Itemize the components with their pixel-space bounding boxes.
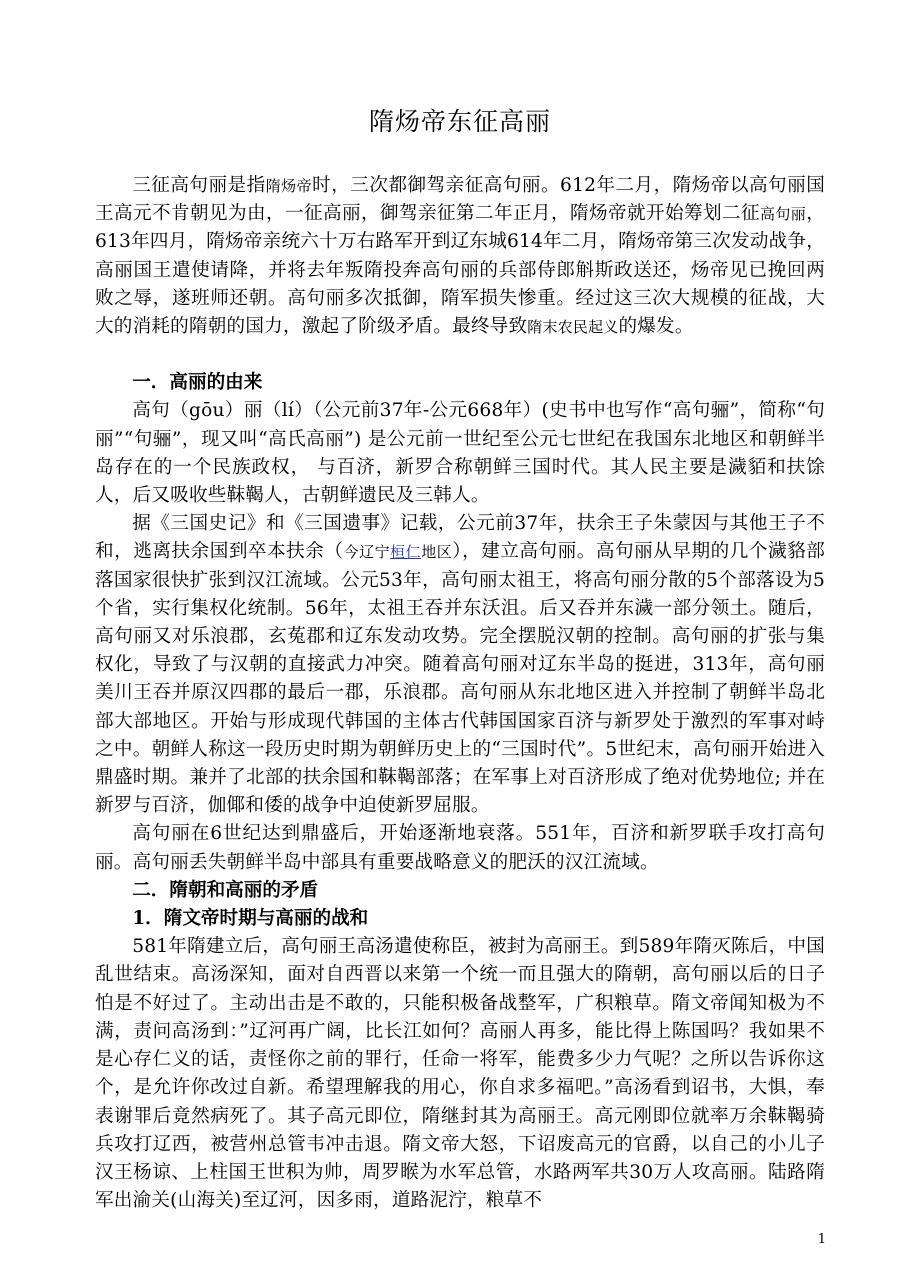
intro-paragraph xyxy=(95,172,825,341)
paragraph: 581年隋建立后，高句丽王高汤遣使称臣，被封为高丽王。到589年隋灭陈后，中国乱世结束。高汤深知，面对自西晋以来第一个统一而且强大的隋朝，高句丽以后的日子怕是不好过了。主动出击是不敢的，只能积极备战整军，广积粮草。隋文帝闻知极为不满，责问高汤到：”辽河再广阔，比长江如何？高丽人再多，能比得上陈国吗？我如果不是心存仁义的话，责怪你之前的罪行，任命一将军，能费多少力气呢？之所以告诉你这个，是允许你改过自新。希望理解我的用心，你自求多福吧。”高汤看到诏书，大惧，奉表谢罪后竟然病死了。其子高元即位，隋继封其为高丽王。高元刚即位就率万余靺鞨骑兵攻打辽西，被营州总管韦冲击退。隋文帝大怒，下诏废高元的官爵，以自己的小儿子汉王杨谅、上柱国王世积为帅，周罗睺为水军总管，水路两军共30万人攻高丽。陆路隋军出渝关(山海关)至辽河，因多雨，道路泥泞，粮草不 xyxy=(95,936,825,1212)
text-run: 地区 xyxy=(421,543,453,562)
section-heading: 二．隋朝和高丽的矛盾 xyxy=(132,879,319,901)
paragraph: 高句丽在6世纪达到鼎盛后，开始逐渐地衰落。551年，百济和新罗联手攻打高句丽。高句丽丢失朝鲜半岛中部具有重要战略意义的肥沃的汉江流域。 xyxy=(95,823,825,873)
paragraph xyxy=(95,510,825,820)
huanren-link[interactable]: 桓仁 xyxy=(390,543,422,562)
section-heading: 一．高丽的由来 xyxy=(132,372,263,394)
text-run: 隋末农民起义 xyxy=(527,318,619,337)
page-title: 隋炀帝东征高丽 xyxy=(368,107,551,136)
text-run: 的爆发。 xyxy=(618,316,694,338)
text-run: 三征高句丽是指 xyxy=(132,175,266,196)
subsection-heading: 1．隋文帝时期与高丽的战和 xyxy=(132,908,369,930)
document-body xyxy=(95,172,825,1215)
page-number: 1 xyxy=(817,1232,826,1247)
text-run: 时，三次都御驾亲征高句丽。612年二月，隋炀帝以高句丽国王高元不肯朝见为由，一征高丽，御驾亲征第二年正月，隋炀帝就开始筹划二征 xyxy=(95,175,825,225)
text-run: 隋炀帝 xyxy=(265,177,313,195)
text-run: 据《三国史记》和《三国遗事》记载，公元前37年，扶余王子朱蒙因与其他王子不和，逃离扶余国到卒本扶余（ xyxy=(95,513,825,563)
text-run: 今辽宁 xyxy=(343,543,391,562)
text-run: ，613年四月，隋炀帝亲统六十万右路军开到辽东城614年二月，隋炀帝第三次发动战争，高丽国王遣使请降，并将去年叛隋投奔高句丽的兵部侍郎斛斯政送还，炀帝见已挽回两败之辱，遂班师还朝。高句丽多次抵御，隋军损失惨重。经过这三次大规模的征战，大大的消耗的隋朝的国力，激起了阶级矛盾。最终导致 xyxy=(95,203,825,338)
text-run: ），建立高句丽。高句丽从早期的几个濊貉部落国家很快扩张到汉江流域。公元53年，高句丽太祖王，将高句丽分散的5个部落设为5个省，实行集权化统制。56年，太祖王吞并东沃沮。后又吞并东濊一部分领土。随后，高句丽又对乐浪郡，玄菟郡和辽东发动攻势。完全摆脱汉朝的控制。高句丽的扩张与集权化，导致了与汉朝的直接武力冲突。随着高句丽对辽东半岛的挺进，313年，高句丽美川王吞并原汉四郡的最后一郡，乐浪郡。高句丽从东北地区进入并控制了朝鲜半岛北部大部地区。开始与形成现代韩国的主体古代韩国国家百济与新罗处于激烈的军事对峙之中。朝鲜人称这一段历史时期为朝鲜历史上的“三国时代”。5世纪末，高句丽开始进入鼎盛时期。兼并了北部的扶余国和靺鞨部落；在军事上对百济形成了绝对优势地位; 并在新罗与百济，伽倻和倭的战争中迫使新罗屈服。 xyxy=(95,541,825,817)
paragraph: 高句（gōu）丽（lí）（公元前37年-公元668年）(史书中也写作“高句骊”，简称“句丽”“句骊”，现又叫“高氏高丽”) 是公元前一世纪至公元七世纪在我国东北地区和朝鲜半岛存在的一个民族政权， 与百济，新罗合称朝鲜三国时代。其人民主要是濊貊和扶馀人，后又吸收些靺鞨人，古朝鲜遗民及三韩人。 xyxy=(95,400,825,507)
text-run: 高句丽 xyxy=(759,205,807,224)
paragraph-gap xyxy=(95,341,825,369)
